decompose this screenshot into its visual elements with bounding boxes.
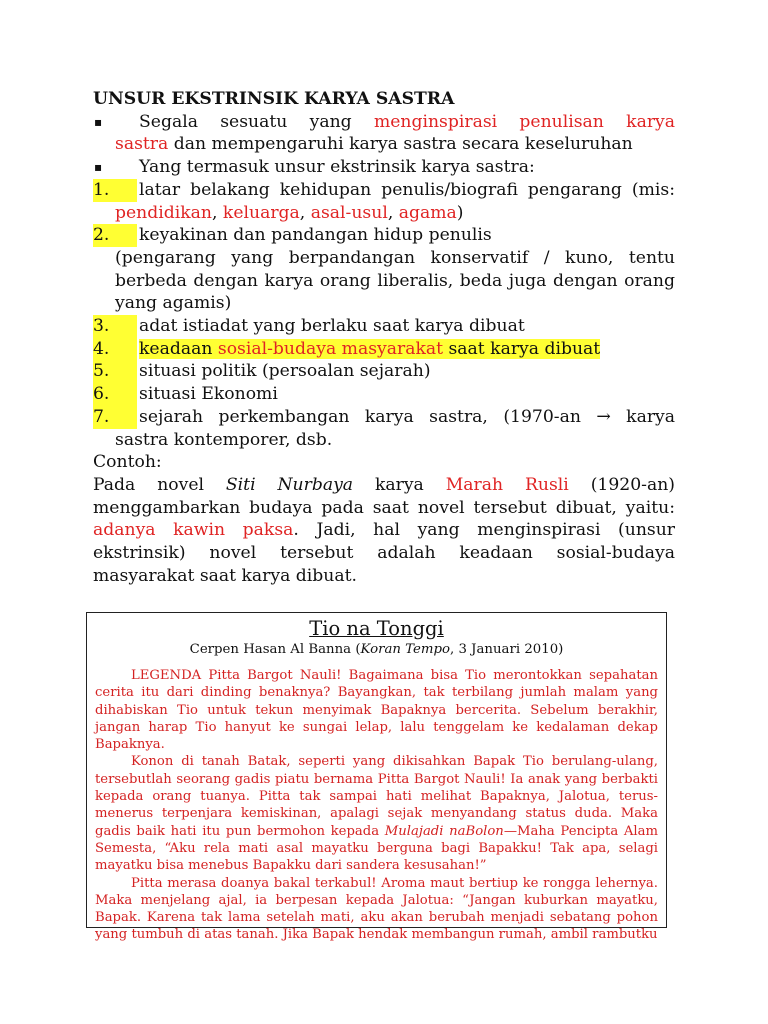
list-item-1-continuation (93, 202, 675, 225)
example-paragraph (93, 474, 675, 588)
story-text: —Maha Pencipta Alam Semesta, “Aku rela mati asal mayatku berguna bagi Bapakku! Tak apa, selagi mayatku bisa menebus Bapakku dari sandera kesusahan!” (95, 823, 659, 874)
example-text: karya (353, 474, 446, 495)
square-bullet-icon: ▪ (94, 114, 103, 129)
story-paragraph (95, 753, 658, 874)
list-text: keadaan (139, 338, 218, 359)
list-text: situasi politik (persoalan sejarah) (139, 361, 431, 382)
highlight-text: asal-usul (310, 202, 388, 223)
list-item-1 (93, 179, 675, 202)
document-body (93, 88, 675, 587)
list-item-2 (93, 224, 675, 247)
highlight-text: pendidikan (115, 202, 212, 223)
list-text: latar belakang kehidupan penulis/biografi pengarang (mis: (139, 179, 675, 200)
example-label: Contoh: (93, 452, 162, 473)
list-number: 5. (93, 360, 137, 383)
list-text: adat istiadat yang berlaku saat karya dibuat (139, 316, 525, 337)
list-item-2-detail: (pengarang yang berpandangan konservatif / kuno, tentu berbeda dengan karya orang liberalis, beda juga dengan orang yang agamis) (115, 247, 675, 314)
separator: , (211, 202, 223, 223)
list-text: sejarah perkembangan karya sastra, (1970-an → karya (139, 406, 675, 427)
story-excerpt-box (86, 612, 667, 943)
story-title (87, 617, 666, 641)
list-item-3 (93, 315, 675, 338)
story-emphasis: Mulajadi naBolon (384, 823, 504, 839)
list-text: saat karya dibuat (443, 338, 601, 359)
author-name: Marah Rusli (445, 474, 569, 495)
separator: ) (456, 202, 464, 223)
novel-title: Siti Nurbaya (225, 474, 354, 495)
newspaper-name: Koran Tempo (360, 642, 451, 657)
example-text: Pada novel (93, 474, 226, 495)
byline-text: , 3 Januari 2010) (450, 642, 564, 657)
list-item-5 (93, 360, 675, 383)
story-paragraph: Pitta merasa doanya bakal terkabul! Aroma maut bertiup ke rongga lehernya. Maka menjelang ajal, ia berpesan kepada Jalotua: “Jangan kuburkan mayatku, Bapak. Karena tak lama setelah mati, aku akan berubah menjadi sebatang pohon yang tumbuh di atas tanah. Jika Bapak hendak membangun rumah, ambil rambutku (95, 875, 658, 943)
bullet-text: dan mempengaruhi karya sastra secara keseluruhan (168, 134, 633, 155)
highlight-text: sastra (115, 134, 169, 155)
story-byline (87, 641, 666, 659)
list-item-4 (93, 338, 675, 361)
highlighted-line (139, 339, 600, 359)
bullet-text: Yang termasuk unsur ekstrinsik karya sastra: (139, 157, 535, 178)
list-number: 1. (93, 179, 137, 202)
highlight-text: adanya kawin paksa (93, 520, 294, 541)
bullet-item (93, 111, 675, 134)
bullet-item (93, 156, 675, 179)
list-number: 6. (93, 383, 137, 406)
separator: , (387, 202, 399, 223)
bullet-continuation (93, 133, 675, 156)
list-text: keyakinan dan pandangan hidup penulis (139, 225, 492, 246)
list-number: 2. (93, 224, 137, 247)
list-number: 4. (93, 338, 137, 361)
list-number: 3. (93, 315, 137, 338)
list-item-7-continuation: sastra kontemporer, dsb. (115, 429, 333, 450)
story-title-text: Tio na Tonggi (309, 617, 444, 640)
list-item-6 (93, 383, 675, 406)
list-text: situasi Ekonomi (139, 384, 278, 405)
highlight-text: keluarga (222, 202, 300, 223)
story-text: Konon di tanah Batak, seperti yang dikisahkan Bapak Tio berulang-ulang, tersebutlah seorang gadis piatu bernama Pitta Bargot Nauli! Ia anak yang berbakti kepada orang tuanya. Pitta tak sampai hati melihat Bapaknya, Jalotua, terus-menerus terpenjara kemiskinan, apalagi sejak menyandang status duda. Maka gadis baik hati itu pun bermohon kepada (95, 754, 658, 839)
story-paragraph: LEGENDA Pitta Bargot Nauli! Bagaimana bisa Tio merontokkan sepahatan cerita itu dari dinding benaknya? Bayangkan, tak terbilang jumlah malam yang dihabiskan Tio untuk tekun menyimak Bapaknya bercerita. Sebelum berakhir, jangan harap Tio hanyut ke sungai lelap, lalu tenggelam ke kedalaman dekap Bapaknya. (95, 668, 658, 753)
separator: , (299, 202, 311, 223)
bullet-text: Segala sesuatu yang (139, 111, 374, 132)
highlight-text: menginspirasi penulisan karya (373, 111, 675, 132)
list-item-7 (93, 406, 675, 429)
list-number: 7. (93, 406, 137, 429)
example-text: . Jadi, hal yang menginspirasi (unsur ekstrinsik) novel tersebut adalah keadaan sosial-budaya masyarakat saat karya dibuat. (93, 520, 675, 586)
highlight-text: agama (398, 202, 457, 223)
square-bullet-icon: ▪ (94, 160, 103, 175)
page-title: UNSUR EKSTRINSIK KARYA SASTRA (93, 89, 455, 109)
byline-text: Cerpen Hasan Al Banna ( (189, 642, 361, 657)
example-text: (1920-an) menggambarkan budaya pada saat novel tersebut dibuat, yaitu: (93, 474, 675, 518)
highlight-text: sosial-budaya masyarakat (217, 338, 444, 359)
story-body (87, 667, 666, 944)
